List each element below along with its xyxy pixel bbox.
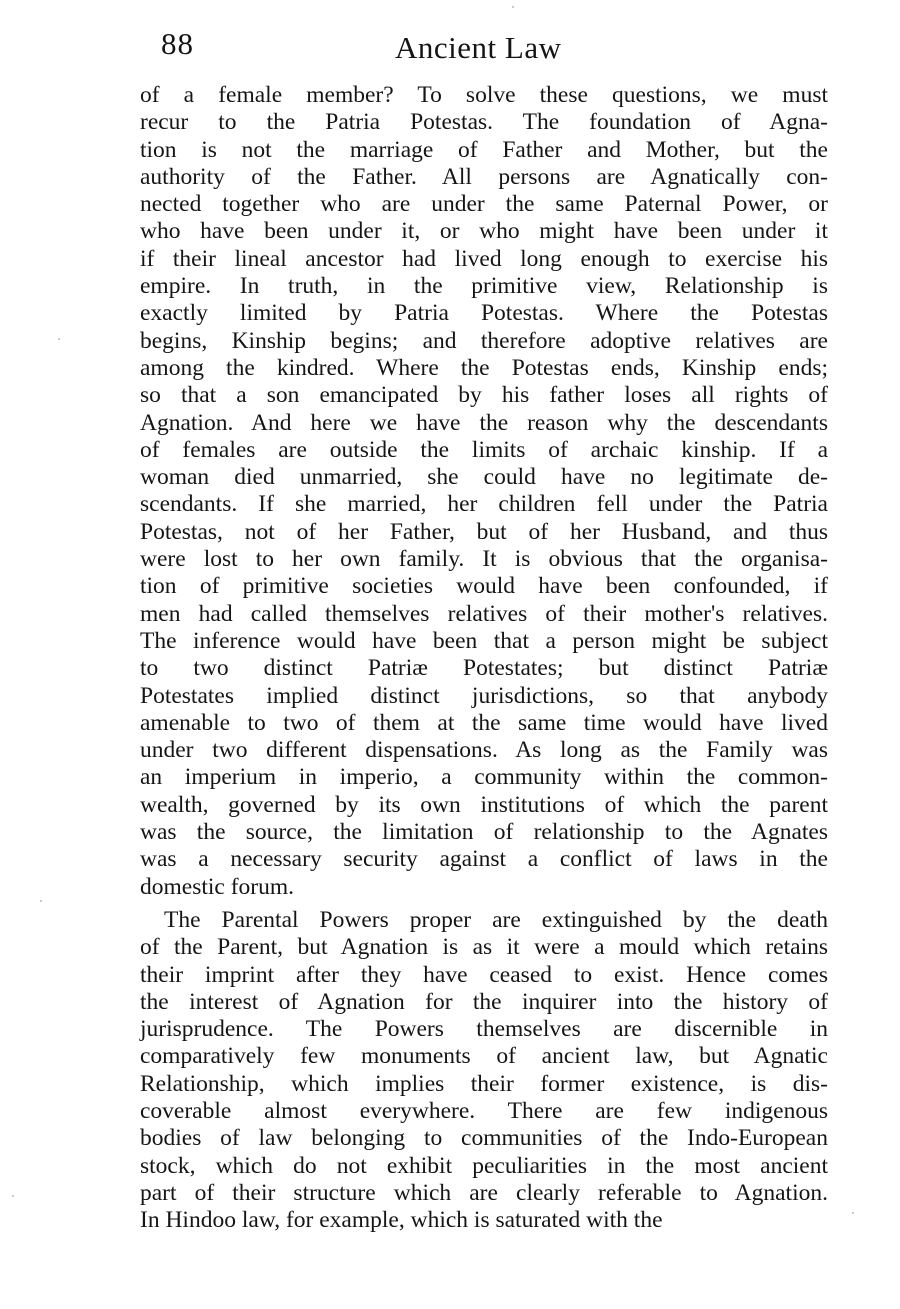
text-line: begins, Kinship begins; and therefore adoptive relatives are xyxy=(140,327,828,354)
text-line: authority of the Father. All persons are Agnatically con- xyxy=(140,163,828,190)
text-line: Agnation. And here we have the reason why the descendants xyxy=(140,409,828,436)
text-line: wealth, governed by its own institutions of which the parent xyxy=(140,791,828,818)
text-line: bodies of law belonging to communities of the Indo-European xyxy=(140,1125,828,1152)
scan-speck xyxy=(58,338,60,340)
text-line: an imperium in imperio, a community within the common- xyxy=(140,764,828,791)
page-number: 88 xyxy=(161,26,194,61)
text-line: comparatively few monuments of ancient law, but Agnatic xyxy=(140,1043,828,1070)
text-line: The inference would have been that a person might be subject xyxy=(140,627,828,654)
text-line: their imprint after they have ceased to exist. Hence comes xyxy=(140,961,828,988)
text-line: of the Parent, but Agnation is as it were a mould which retains xyxy=(140,934,828,961)
text-line: part of their structure which are clearly referable to Agnation. xyxy=(140,1179,828,1206)
text-line: exactly limited by Patria Potestas. Where the Potestas xyxy=(140,300,828,327)
page-header xyxy=(155,26,815,72)
text-line: the interest of Agnation for the inquirer into the history of xyxy=(140,988,828,1015)
scan-speck xyxy=(40,900,42,902)
text-line: The Parental Powers proper are extinguished by the death xyxy=(164,906,828,933)
text-line: were lost to her own family. It is obvious that the organisa- xyxy=(140,546,828,573)
text-line: was the source, the limitation of relationship to the Agnates xyxy=(140,819,828,846)
text-line: Potestas, not of her Father, but of her Husband, and thus xyxy=(140,518,828,545)
scan-speck xyxy=(512,6,514,8)
text-line: woman died unmarried, she could have no legitimate de- xyxy=(140,464,828,491)
text-line: was a necessary security against a conflict of laws in the xyxy=(140,846,828,873)
text-line: jurisprudence. The Powers themselves are discernible in xyxy=(140,1016,828,1043)
scan-speck xyxy=(12,1195,14,1197)
paragraph xyxy=(140,82,828,901)
body-text xyxy=(140,82,828,1234)
text-line: stock, which do not exhibit peculiarities in the most ancient xyxy=(140,1152,828,1179)
text-line: scendants. If she married, her children fell under the Patria xyxy=(140,491,828,518)
text-line: coverable almost everywhere. There are few indigenous xyxy=(140,1097,828,1124)
scan-speck xyxy=(852,1212,854,1214)
paragraph xyxy=(140,907,828,1235)
text-line: if their lineal ancestor had lived long enough to exercise his xyxy=(140,245,828,272)
text-line: tion of primitive societies would have been confounded, if xyxy=(140,573,828,600)
text-line: to two distinct Patriæ Potestates; but distinct Patriæ xyxy=(140,655,828,682)
text-line: amenable to two of them at the same time would have lived xyxy=(140,709,828,736)
text-line: men had called themselves relatives of their mother's relatives. xyxy=(140,600,828,627)
running-title: Ancient Law xyxy=(395,30,562,65)
text-line: empire. In truth, in the primitive view, Relationship is xyxy=(140,273,828,300)
text-line: so that a son emancipated by his father loses all rights of xyxy=(140,382,828,409)
text-line: nected together who are under the same Paternal Power, or xyxy=(140,191,828,218)
text-line: among the kindred. Where the Potestas ends, Kinship ends; xyxy=(140,354,828,381)
text-line: of females are outside the limits of archaic kinship. If a xyxy=(140,436,828,463)
text-line: of a female member? To solve these questions, we must xyxy=(140,82,828,108)
text-line: Potestates implied distinct jurisdictions, so that anybody xyxy=(140,682,828,709)
text-line: under two different dispensations. As long as the Family was xyxy=(140,737,828,764)
text-line: domestic forum. xyxy=(140,873,295,900)
text-line: Relationship, which implies their former existence, is dis- xyxy=(140,1070,828,1097)
text-line: In Hindoo law, for example, which is saturated with the xyxy=(140,1207,663,1234)
text-line: recur to the Patria Potestas. The foundation of Agna- xyxy=(140,109,828,136)
text-line: tion is not the marriage of Father and Mother, but the xyxy=(140,136,828,163)
text-line: who have been under it, or who might have been under it xyxy=(140,218,828,245)
